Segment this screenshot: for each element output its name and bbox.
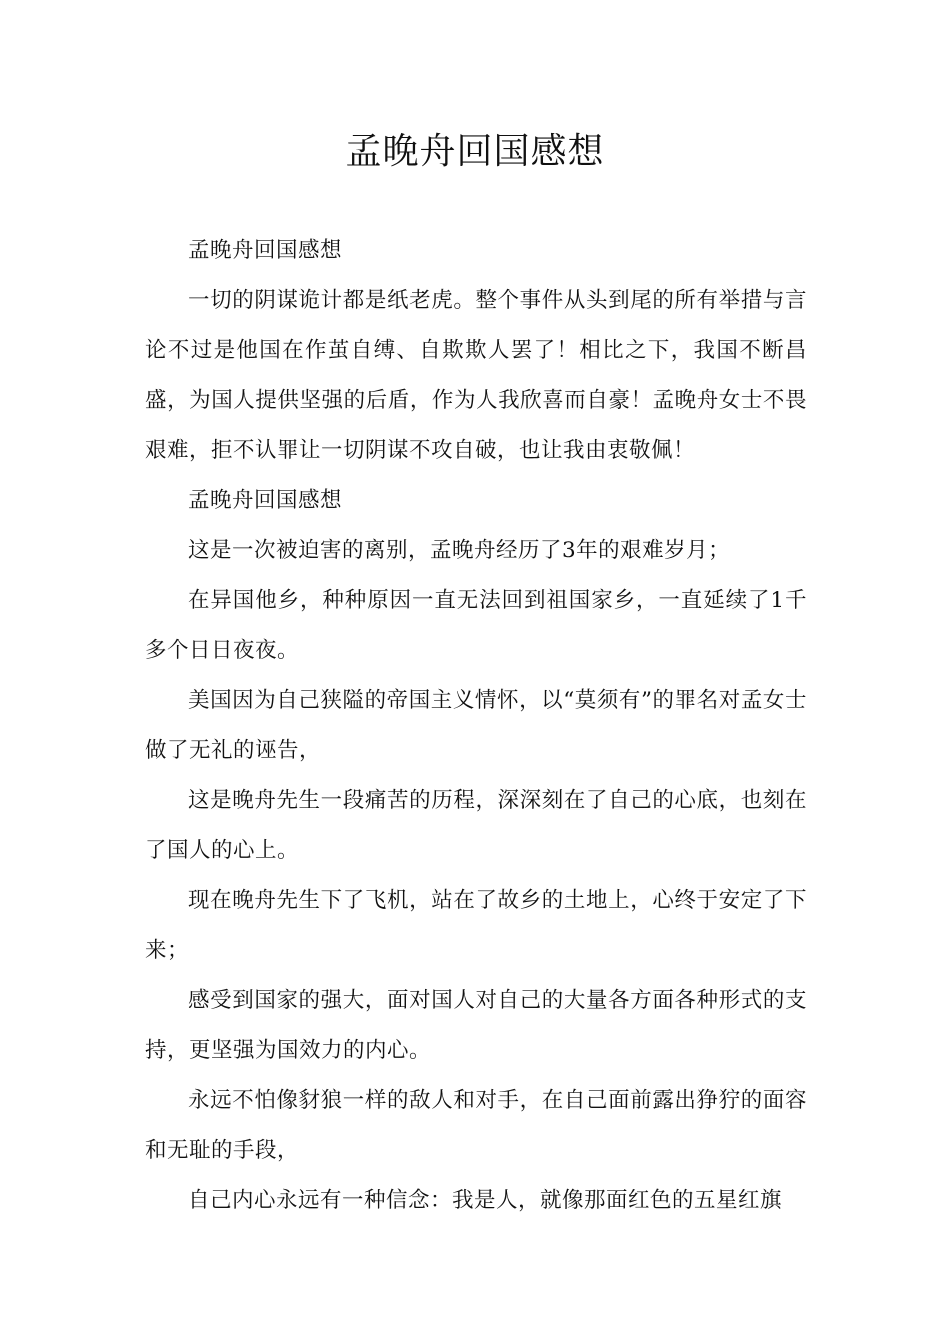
paragraph: 现在晚舟先生下了飞机，站在了故乡的土地上，心终于安定了下来；: [145, 888, 807, 963]
paragraph: 孟晚舟回国感想: [188, 488, 343, 513]
document-body: [145, 226, 807, 1226]
paragraph: 一切的阴谋诡计都是纸老虎。整个事件从头到尾的所有举措与言论不过是他国在作茧自缚、自欺欺人罢了！相比之下，我国不断昌盛，为国人提供坚强的后盾，作为人我欣喜而自豪！孟晚舟女士不畏艰难，拒不认罪让一切阴谋不攻自破，也让我由衷敬佩！: [145, 288, 807, 463]
paragraph: 在异国他乡，种种原因一直无法回到祖国家乡，一直延续了1千多个日日夜夜。: [145, 588, 807, 663]
document-title: 孟晚舟回国感想: [345, 131, 605, 172]
paragraph: 这是晚舟先生一段痛苦的历程，深深刻在了自己的心底，也刻在了国人的心上。: [145, 788, 807, 863]
paragraph: 美国因为自己狭隘的帝国主义情怀，以“莫须有”的罪名对孟女士做了无礼的诬告，: [145, 688, 807, 763]
paragraph: 这是一次被迫害的离别，孟晚舟经历了3年的艰难岁月；: [188, 538, 731, 563]
paragraph: 永远不怕像豺狼一样的敌人和对手，在自己面前露出狰狞的面容和无耻的手段，: [145, 1088, 807, 1163]
paragraph: 感受到国家的强大，面对国人对自己的大量各方面各种形式的支持，更坚强为国效力的内心。: [145, 988, 807, 1063]
paragraph: 孟晚舟回国感想: [188, 238, 343, 263]
paragraph: 自己内心永远有一种信念：我是人，就像那面红色的五星红旗: [188, 1188, 783, 1213]
